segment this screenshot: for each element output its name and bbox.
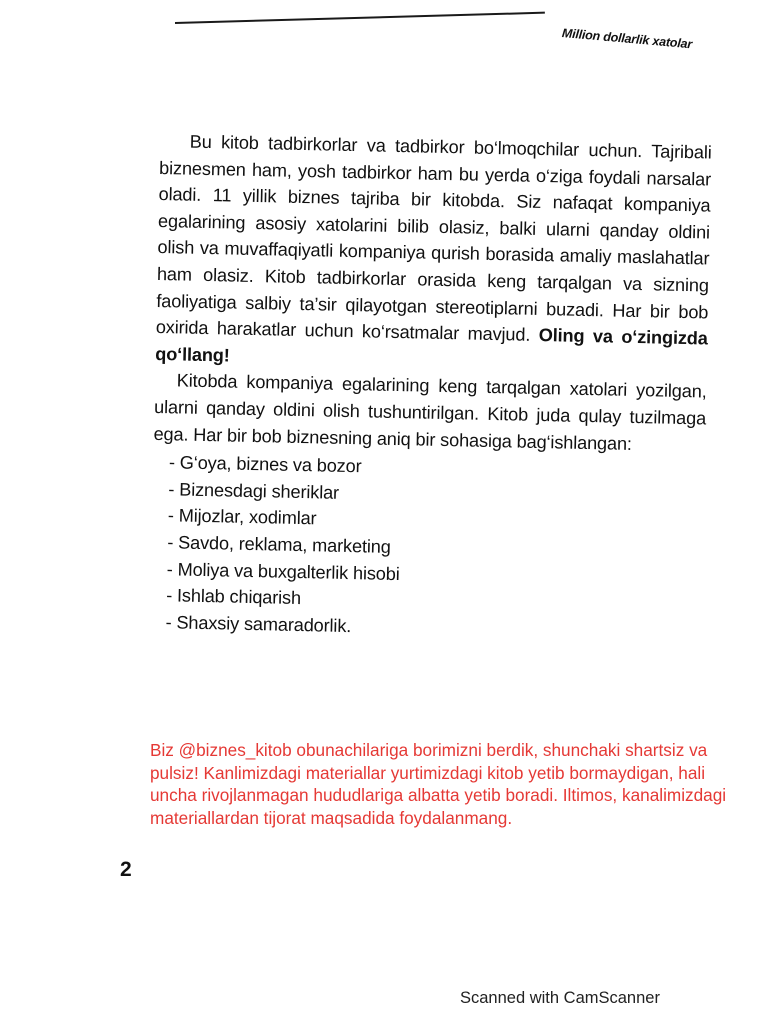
- topic-list-item: - Ishlab chiqarish: [166, 585, 302, 609]
- page-number: 2: [120, 858, 132, 881]
- topic-list-item: - Biznesdagi sheriklar: [168, 478, 340, 503]
- page-body: [149, 128, 712, 647]
- topic-list-item: - Shaxsiy samaradorlik.: [165, 611, 352, 636]
- structure-paragraph: Kitobda kompaniya egalarining keng tarqalgan xatolari yozilgan, ularni qanday oldini olish tushuntirilgan. Kitob juda qulay tuzilmaga ega. Har bir bob biznesning aniq bir sohasiga bag‘ishlangan:: [153, 370, 707, 454]
- channel-notice: Biz @biznes_kitob obunachilariga borimizni berdik, shunchaki shartsiz va pulsiz! Kanlimizdagi materiallar yurtimizdagi kitob yetib bormaydigan, hali uncha rivojlanmagan hududlariga albatta yetib boradi. Iltimos, kanalimizdagi materiallardan tijorat maqsadida foydalanmang.: [150, 740, 727, 828]
- call-to-action: Oling va o‘zingizda qo‘llang!: [155, 325, 708, 366]
- intro-paragraph-text: Bu kitob tadbirkorlar va tadbirkor bo‘lmoqchilar uchun. Tajribali biznesmen ham, yosh tadbirkor ham bu yerda o‘ziga foydali narsalar oladi. 11 yillik biznes tajriba bir kitobda. Siz nafaqat kompaniya egalarining asosiy xatolarini bilib olasiz, balki ularni qanday oldini olish va muvaffaqiyatli kompaniya qurish borasida amaliy maslahatlar ham olasiz. Kitob tadbirkorlar orasida keng tarqalgan va sizning faoliyatiga salbiy ta’sir qilayotgan stereotiplarni buzadi. Har bir bob oxirida harakatlar uchun ko‘rsatmalar mavjud.: [155, 131, 712, 345]
- intro-paragraph: [155, 128, 712, 379]
- header-rule: [175, 12, 545, 24]
- topic-list-item: - G‘oya, biznes va bozor: [168, 452, 362, 477]
- topic-list-item: - Savdo, reklama, marketing: [167, 532, 391, 557]
- topic-list-item: - Moliya va buxgalterlik hisobi: [166, 558, 400, 584]
- running-head-title: Million dollarlik xatolar: [561, 26, 693, 52]
- topic-list: [165, 449, 705, 646]
- topic-list-item: - Mijozlar, xodimlar: [167, 505, 317, 529]
- scanner-watermark: Scanned with CamScanner: [460, 989, 660, 1007]
